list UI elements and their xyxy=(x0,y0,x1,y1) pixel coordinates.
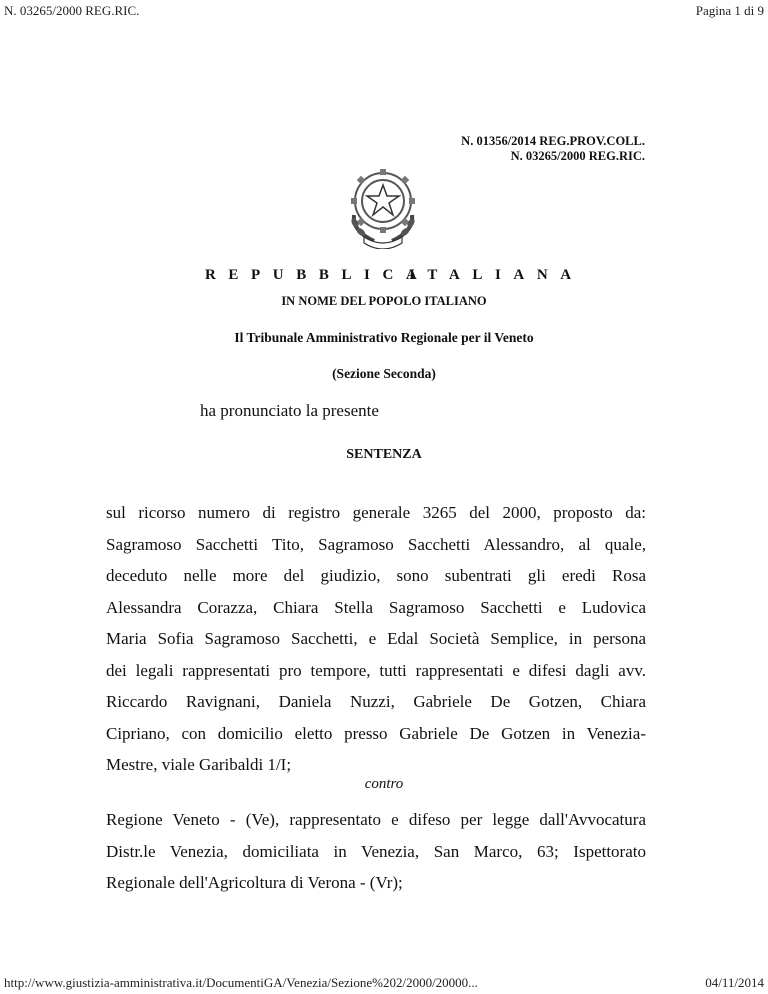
ricorso-line: dei legali rappresentati pro tempore, tutti rappresentati e difesi dagli avv. xyxy=(106,660,646,680)
tribunale-heading: Il Tribunale Amministrativo Regionale per il Veneto xyxy=(234,330,534,345)
ricorso-paragraph xyxy=(106,497,646,781)
ricorso-line: Sagramoso Sacchetti Tito, Sagramoso Sacchetti Alessandro, al quale, xyxy=(106,534,646,554)
republic-word: REPUBBLICA xyxy=(205,267,430,283)
italiana-word: ITALIANA xyxy=(409,267,584,283)
contro-label: contro xyxy=(364,776,404,792)
pronunciato-text: ha pronunciato la presente xyxy=(200,401,379,420)
emblem-of-italy-icon xyxy=(344,165,422,249)
sentenza-title: SENTENZA xyxy=(346,447,422,462)
resistenti-paragraph xyxy=(106,804,646,899)
print-header xyxy=(0,3,768,19)
document-references xyxy=(461,134,645,164)
source-url-link[interactable]: http://www.giustizia-amministrativa.it/DocumentiGA/Venezia/Sezione%202/2000/20000... xyxy=(4,975,478,990)
ricorso-line: Riccardo Ravignani, Daniela Nuzzi, Gabriele De Gotzen, Chiara xyxy=(106,692,646,711)
resistenti-line: Regione Veneto - (Ve), rappresentato e difeso per legge dall'Avvocatura xyxy=(106,810,646,829)
resistenti-line: Distr.le Venezia, domiciliata in Venezia, San Marco, 63; Ispettorato xyxy=(106,841,646,861)
ricorso-line: deceduto nelle more del giudizio, sono subentrati gli eredi Rosa xyxy=(106,566,646,585)
ricorso-line: Cipriano, con domicilio eletto presso Gabriele De Gotzen in Venezia- xyxy=(106,723,646,743)
ricorso-line: Mestre, viale Garibaldi 1/I; xyxy=(106,755,292,774)
print-footer xyxy=(0,975,768,991)
ref-prov-coll: N. 01356/2014 REG.PROV.COLL. xyxy=(461,134,645,148)
ricorso-line: Maria Sofia Sagramoso Sacchetti, e Edal Società Semplice, in persona xyxy=(106,629,646,648)
print-date: 04/11/2014 xyxy=(705,975,764,990)
print-header-docnum: N. 03265/2000 REG.RIC. xyxy=(4,3,140,18)
in-nome-heading: IN NOME DEL POPOLO ITALIANO xyxy=(281,294,487,308)
ricorso-line: sul ricorso numero di registro generale 3265 del 2000, proposto da: xyxy=(106,503,646,522)
resistenti-line: Regionale dell'Agricoltura di Verona - (Vr); xyxy=(106,873,403,892)
print-header-page: Pagina 1 di 9 xyxy=(695,3,764,18)
ricorso-line: Alessandra Corazza, Chiara Stella Sagramoso Sacchetti e Ludovica xyxy=(106,597,646,617)
sezione-heading: (Sezione Seconda) xyxy=(332,366,436,381)
ref-reg-ric: N. 03265/2000 REG.RIC. xyxy=(510,149,645,163)
